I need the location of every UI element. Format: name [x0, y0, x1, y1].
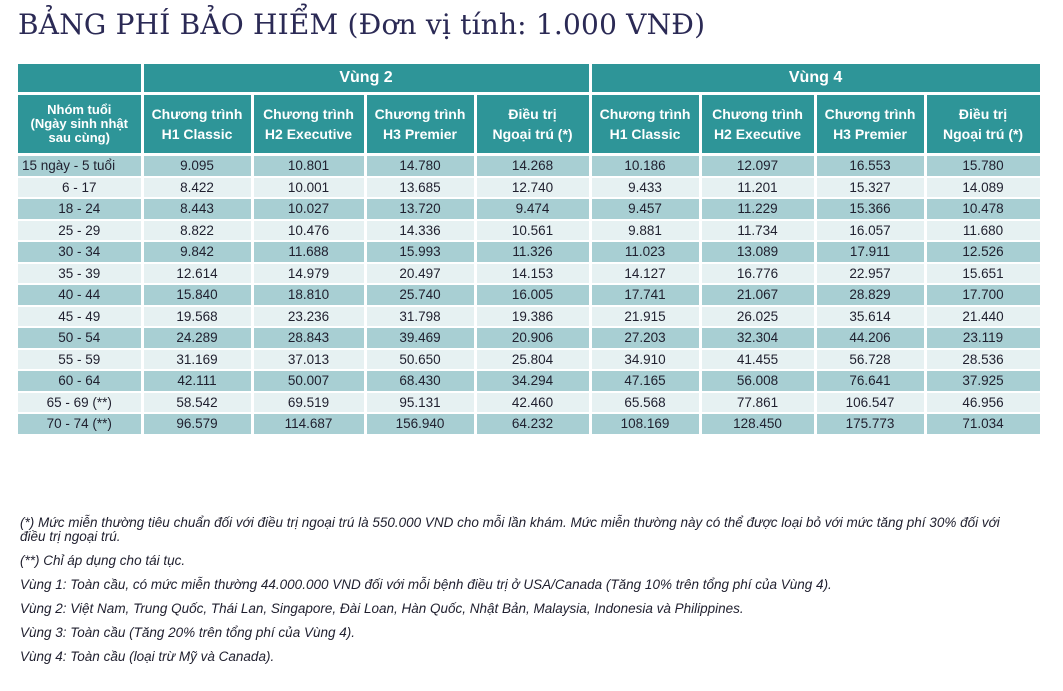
premium-cell: 34.294 — [475, 370, 590, 392]
premium-cell: 17.700 — [925, 284, 1041, 306]
premium-cell: 56.728 — [815, 349, 925, 371]
age-header-line: Nhóm tuổi — [47, 102, 112, 117]
premium-cell: 14.979 — [252, 263, 365, 285]
premium-cell: 15.327 — [815, 177, 925, 199]
premium-cell: 23.236 — [252, 306, 365, 328]
program-header: Chương trình H2 Executive — [252, 94, 365, 155]
age-group-cell: 40 - 44 — [18, 284, 142, 306]
footnote: Vùng 1: Toàn cầu, có mức miễn thường 44.000.000 VND đối với mỗi bệnh điều trị ở USA/Canada (Tăng 10% trên tổng phí của Vùng 4). — [20, 577, 832, 592]
premium-cell: 18.810 — [252, 284, 365, 306]
premium-cell: 11.229 — [700, 198, 815, 220]
premium-cell: 175.773 — [815, 413, 925, 435]
footnote: Vùng 4: Toàn cầu (loại trừ Mỹ và Canada). — [20, 649, 275, 664]
age-group-cell: 65 - 69 (**) — [18, 392, 142, 414]
premium-cell: 20.906 — [475, 327, 590, 349]
premium-cell: 12.614 — [142, 263, 252, 285]
premium-cell: 37.013 — [252, 349, 365, 371]
premium-cell: 8.822 — [142, 220, 252, 242]
age-group-cell: 45 - 49 — [18, 306, 142, 328]
premium-cell: 15.993 — [365, 241, 475, 263]
premium-cell: 25.740 — [365, 284, 475, 306]
table-row — [18, 177, 1041, 199]
premium-cell: 46.956 — [925, 392, 1041, 414]
premium-cell: 8.422 — [142, 177, 252, 199]
premium-cell: 21.440 — [925, 306, 1041, 328]
premium-cell: 42.460 — [475, 392, 590, 414]
age-group-cell: 15 ngày - 5 tuổi — [18, 155, 142, 177]
table-row — [18, 220, 1041, 242]
premium-cell: 32.304 — [700, 327, 815, 349]
premium-cell: 11.326 — [475, 241, 590, 263]
program-header: Chương trình H3 Premier — [365, 94, 475, 155]
premium-cell: 68.430 — [365, 370, 475, 392]
footnote: (**) Chỉ áp dụng cho tái tục. — [20, 553, 186, 568]
premium-cell: 20.497 — [365, 263, 475, 285]
premium-cell: 44.206 — [815, 327, 925, 349]
premium-cell: 24.289 — [142, 327, 252, 349]
premium-cell: 56.008 — [700, 370, 815, 392]
premium-cell: 28.843 — [252, 327, 365, 349]
table-row — [18, 392, 1041, 414]
table-row — [18, 198, 1041, 220]
premium-cell: 35.614 — [815, 306, 925, 328]
premium-cell: 9.095 — [142, 155, 252, 177]
premium-cell: 17.911 — [815, 241, 925, 263]
corner-cell — [18, 64, 142, 94]
premium-cell: 13.720 — [365, 198, 475, 220]
premium-cell: 13.685 — [365, 177, 475, 199]
page-title: BẢNG PHÍ BẢO HIỂM (Đơn vị tính: 1.000 VNĐ) — [18, 8, 706, 41]
premium-cell: 77.861 — [700, 392, 815, 414]
premium-cell: 37.925 — [925, 370, 1041, 392]
program-header: Chương trình H2 Executive — [700, 94, 815, 155]
premium-cell: 15.366 — [815, 198, 925, 220]
premium-cell: 10.001 — [252, 177, 365, 199]
premium-cell: 22.957 — [815, 263, 925, 285]
program-header: Chương trình H1 Classic — [590, 94, 700, 155]
premium-cell: 14.089 — [925, 177, 1041, 199]
table-row — [18, 155, 1041, 177]
table-row — [18, 284, 1041, 306]
premium-cell: 14.153 — [475, 263, 590, 285]
age-group-header — [18, 94, 142, 155]
premium-cell: 9.842 — [142, 241, 252, 263]
premium-cell: 10.186 — [590, 155, 700, 177]
premium-cell: 23.119 — [925, 327, 1041, 349]
premium-cell: 10.801 — [252, 155, 365, 177]
premium-cell: 14.127 — [590, 263, 700, 285]
premium-cell: 34.910 — [590, 349, 700, 371]
premium-cell: 16.776 — [700, 263, 815, 285]
footnote: Vùng 3: Toàn cầu (Tăng 20% trên tổng phí của Vùng 4). — [20, 625, 355, 640]
premium-cell: 96.579 — [142, 413, 252, 435]
premium-cell: 58.542 — [142, 392, 252, 414]
premium-cell: 128.450 — [700, 413, 815, 435]
age-group-cell: 18 - 24 — [18, 198, 142, 220]
age-group-cell: 25 - 29 — [18, 220, 142, 242]
premium-cell: 14.780 — [365, 155, 475, 177]
premium-cell: 16.553 — [815, 155, 925, 177]
age-header-line: sau cùng) — [48, 130, 110, 145]
premium-cell: 10.027 — [252, 198, 365, 220]
premium-cell: 19.568 — [142, 306, 252, 328]
premium-cell: 69.519 — [252, 392, 365, 414]
premium-cell: 14.268 — [475, 155, 590, 177]
footnotes — [20, 516, 1020, 674]
age-header-line: (Ngày sinh nhật — [30, 116, 128, 131]
premium-cell: 17.741 — [590, 284, 700, 306]
premium-cell: 28.536 — [925, 349, 1041, 371]
table-row — [18, 327, 1041, 349]
premium-table — [18, 64, 1043, 436]
premium-cell: 71.034 — [925, 413, 1041, 435]
premium-cell: 12.740 — [475, 177, 590, 199]
premium-cell: 10.478 — [925, 198, 1041, 220]
premium-cell: 19.386 — [475, 306, 590, 328]
premium-cell: 9.433 — [590, 177, 700, 199]
premium-cell: 9.881 — [590, 220, 700, 242]
footnote: (*) Mức miễn thường tiêu chuẩn đối với điều trị ngoại trú là 550.000 VND cho mỗi lần khám. Mức miễn thường này có thể được loại bỏ với mức tăng phí 30% đối với điều trị ngoại trú. — [20, 515, 1000, 544]
program-header: Chương trình H1 Classic — [142, 94, 252, 155]
age-group-cell: 50 - 54 — [18, 327, 142, 349]
premium-cell: 16.057 — [815, 220, 925, 242]
premium-cell: 47.165 — [590, 370, 700, 392]
footnote: Vùng 2: Việt Nam, Trung Quốc, Thái Lan, Singapore, Đài Loan, Hàn Quốc, Nhật Bản, Malaysia, Indonesia và Philippines. — [20, 601, 744, 616]
program-header: Chương trình H3 Premier — [815, 94, 925, 155]
premium-cell: 65.568 — [590, 392, 700, 414]
premium-cell: 12.097 — [700, 155, 815, 177]
age-group-cell: 35 - 39 — [18, 263, 142, 285]
age-group-cell: 6 - 17 — [18, 177, 142, 199]
premium-cell: 31.798 — [365, 306, 475, 328]
premium-cell: 16.005 — [475, 284, 590, 306]
table-row — [18, 263, 1041, 285]
premium-cell: 95.131 — [365, 392, 475, 414]
premium-cell: 11.734 — [700, 220, 815, 242]
premium-cell: 41.455 — [700, 349, 815, 371]
premium-cell: 31.169 — [142, 349, 252, 371]
age-group-cell: 55 - 59 — [18, 349, 142, 371]
age-group-cell: 30 - 34 — [18, 241, 142, 263]
premium-cell: 10.476 — [252, 220, 365, 242]
age-group-cell: 60 - 64 — [18, 370, 142, 392]
premium-cell: 10.561 — [475, 220, 590, 242]
premium-cell: 156.940 — [365, 413, 475, 435]
table-row — [18, 413, 1041, 435]
premium-cell: 42.111 — [142, 370, 252, 392]
premium-cell: 9.474 — [475, 198, 590, 220]
zone-2-header: Vùng 2 — [142, 64, 590, 94]
table-row — [18, 241, 1041, 263]
age-group-cell: 70 - 74 (**) — [18, 413, 142, 435]
premium-cell: 14.336 — [365, 220, 475, 242]
premium-cell: 15.780 — [925, 155, 1041, 177]
premium-cell: 11.023 — [590, 241, 700, 263]
premium-cell: 114.687 — [252, 413, 365, 435]
premium-cell: 106.547 — [815, 392, 925, 414]
premium-cell: 26.025 — [700, 306, 815, 328]
table-row — [18, 349, 1041, 371]
premium-cell: 9.457 — [590, 198, 700, 220]
premium-cell: 27.203 — [590, 327, 700, 349]
premium-cell: 15.651 — [925, 263, 1041, 285]
table-row — [18, 370, 1041, 392]
premium-cell: 11.201 — [700, 177, 815, 199]
premium-cell: 13.089 — [700, 241, 815, 263]
premium-cell: 8.443 — [142, 198, 252, 220]
premium-cell: 11.688 — [252, 241, 365, 263]
premium-cell: 50.650 — [365, 349, 475, 371]
premium-cell: 108.169 — [590, 413, 700, 435]
table-body — [18, 155, 1041, 435]
premium-cell: 11.680 — [925, 220, 1041, 242]
premium-cell: 15.840 — [142, 284, 252, 306]
premium-cell: 39.469 — [365, 327, 475, 349]
premium-cell: 50.007 — [252, 370, 365, 392]
premium-cell: 25.804 — [475, 349, 590, 371]
premium-cell: 21.915 — [590, 306, 700, 328]
zone-4-header: Vùng 4 — [590, 64, 1041, 94]
premium-cell: 21.067 — [700, 284, 815, 306]
table-row — [18, 306, 1041, 328]
premium-cell: 12.526 — [925, 241, 1041, 263]
program-header: Điều trị Ngoại trú (*) — [925, 94, 1041, 155]
program-header: Điều trị Ngoại trú (*) — [475, 94, 590, 155]
premium-cell: 76.641 — [815, 370, 925, 392]
premium-cell: 64.232 — [475, 413, 590, 435]
premium-cell: 28.829 — [815, 284, 925, 306]
